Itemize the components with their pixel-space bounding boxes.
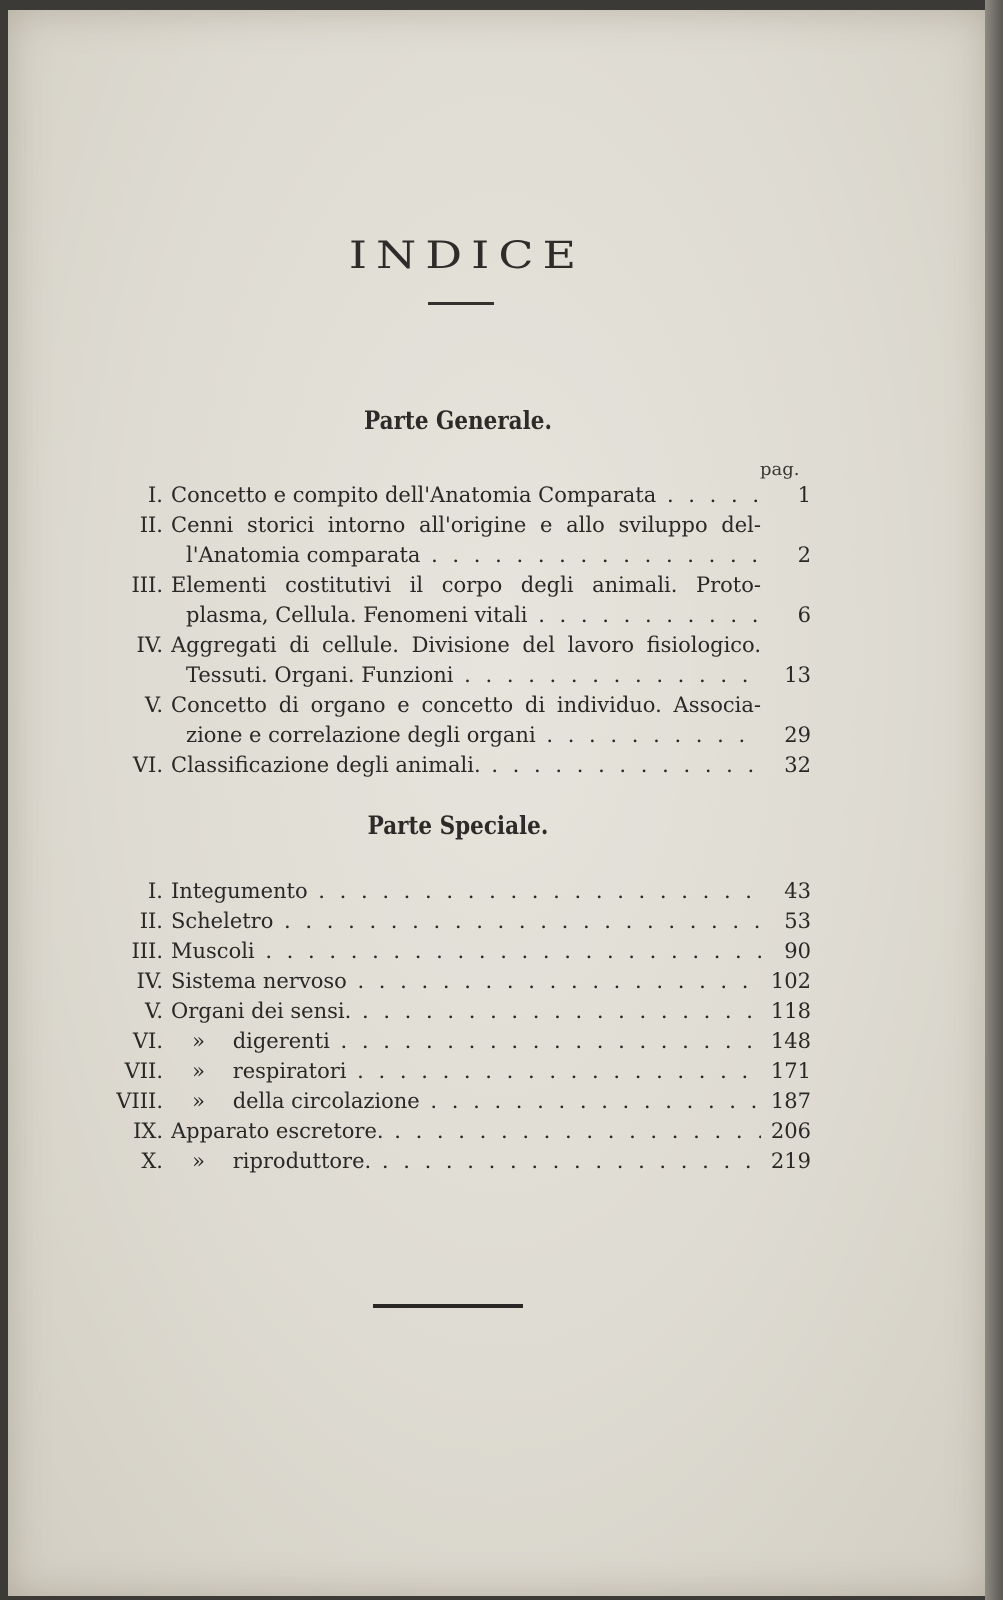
entry-number: VI. [132, 753, 163, 777]
closing-rule [373, 1304, 523, 1308]
toc-entry [8, 630, 988, 660]
entry-page: 148 [770, 1029, 811, 1053]
entry-title: Organi dei sensi. . . . [171, 996, 761, 1026]
entry-page: 171 [770, 1059, 811, 1083]
toc-entry [8, 966, 988, 996]
entry-number: VII. [124, 1059, 163, 1083]
entry-number: III. [131, 939, 163, 963]
entry-page: 43 [784, 879, 811, 903]
entry-title-line: Concetto di organo e concetto di individuo. Associa- [171, 693, 761, 717]
toc-entry [8, 570, 988, 600]
entry-title: Concetto e compito dell'Anatomia Comparata . . . [171, 480, 761, 510]
entry-number: IV. [136, 969, 163, 993]
ditto-mark: » [192, 1089, 205, 1113]
toc-entry [8, 1026, 988, 1056]
entry-page: 32 [784, 753, 811, 777]
toc-entry [8, 750, 988, 780]
toc-entry [8, 996, 988, 1026]
entry-title: Sistema nervoso . . . [171, 966, 761, 996]
book-edge [985, 0, 1003, 1600]
entry-page: 118 [770, 999, 811, 1023]
entry-number: X. [141, 1149, 163, 1173]
toc-entry [8, 906, 988, 936]
entry-page: 102 [770, 969, 811, 993]
entry-title-text: della circolazione [232, 1089, 420, 1113]
entry-title: Muscoli . . . [171, 936, 761, 966]
section-heading-speciale: Parte Speciale. [367, 811, 549, 840]
entry-page: 2 [797, 543, 811, 567]
entry-title-line: l'Anatomia comparata . . . [186, 540, 761, 570]
toc-entry-continuation [8, 720, 988, 750]
entry-title-text: riproduttore. [232, 1149, 372, 1173]
entry-title-line: zione e correlazione degli organi . . . [186, 720, 761, 750]
entry-number: I. [148, 879, 163, 903]
entry-page: 53 [784, 909, 811, 933]
entry-title [171, 1026, 761, 1056]
entry-title: Apparato escretore. . . . [171, 1116, 761, 1146]
entry-number: I. [148, 483, 163, 507]
entry-title [171, 1086, 761, 1116]
entry-page: 6 [797, 603, 811, 627]
entry-page: 29 [784, 723, 811, 747]
toc-entry [8, 1086, 988, 1116]
toc-entry-continuation [8, 600, 988, 630]
page-title: INDICE [348, 232, 586, 278]
entry-page: 1 [797, 483, 811, 507]
entry-page: 206 [770, 1119, 811, 1143]
entry-number: VIII. [116, 1089, 163, 1113]
entry-number: V. [144, 999, 163, 1023]
toc-entry [8, 876, 988, 906]
entry-title-line: Cenni storici intorno all'origine e allo sviluppo del- [171, 513, 761, 537]
entry-title-line: Elementi costitutivi il corpo degli animali. Proto- [171, 573, 761, 597]
entry-number: IV. [136, 633, 163, 657]
ditto-mark: » [192, 1029, 205, 1053]
entry-number: VI. [132, 1029, 163, 1053]
toc-entry [8, 510, 988, 540]
toc-entry [8, 1116, 988, 1146]
entry-title: Integumento . . . [171, 876, 761, 906]
entry-title: Scheletro . . . [171, 906, 761, 936]
entry-title-text: respiratori [232, 1059, 347, 1083]
ditto-mark: » [192, 1149, 205, 1173]
entry-number: V. [144, 693, 163, 717]
section-heading-generale: Parte Generale. [364, 406, 552, 435]
entry-page: 219 [770, 1149, 811, 1173]
ditto-mark: » [192, 1059, 205, 1083]
toc-entry-continuation [8, 540, 988, 570]
page-column-label: pag. [760, 459, 800, 480]
entry-title [171, 1056, 761, 1086]
toc-entry [8, 1146, 988, 1176]
toc-entry-continuation [8, 660, 988, 690]
entry-page: 187 [770, 1089, 811, 1113]
toc-entry [8, 690, 988, 720]
toc-entry [8, 1056, 988, 1086]
entry-title [171, 1146, 761, 1176]
entry-number: III. [131, 573, 163, 597]
entry-page: 13 [784, 663, 811, 687]
entry-title-line: plasma, Cellula. Fenomeni vitali . . . [186, 600, 761, 630]
entry-title-line: Tessuti. Organi. Funzioni . . . [186, 660, 761, 690]
toc-entry [8, 936, 988, 966]
entry-title-text: digerenti [232, 1029, 330, 1053]
toc-entry [8, 480, 988, 510]
entry-number: II. [139, 909, 163, 933]
title-rule [428, 302, 494, 305]
book-page [8, 10, 988, 1596]
entry-page: 90 [784, 939, 811, 963]
entry-number: II. [139, 513, 163, 537]
entry-title: Classificazione degli animali. . . . [171, 750, 761, 780]
entry-title-line: Aggregati di cellule. Divisione del lavoro fisiologico. [171, 633, 761, 657]
entry-number: IX. [133, 1119, 163, 1143]
